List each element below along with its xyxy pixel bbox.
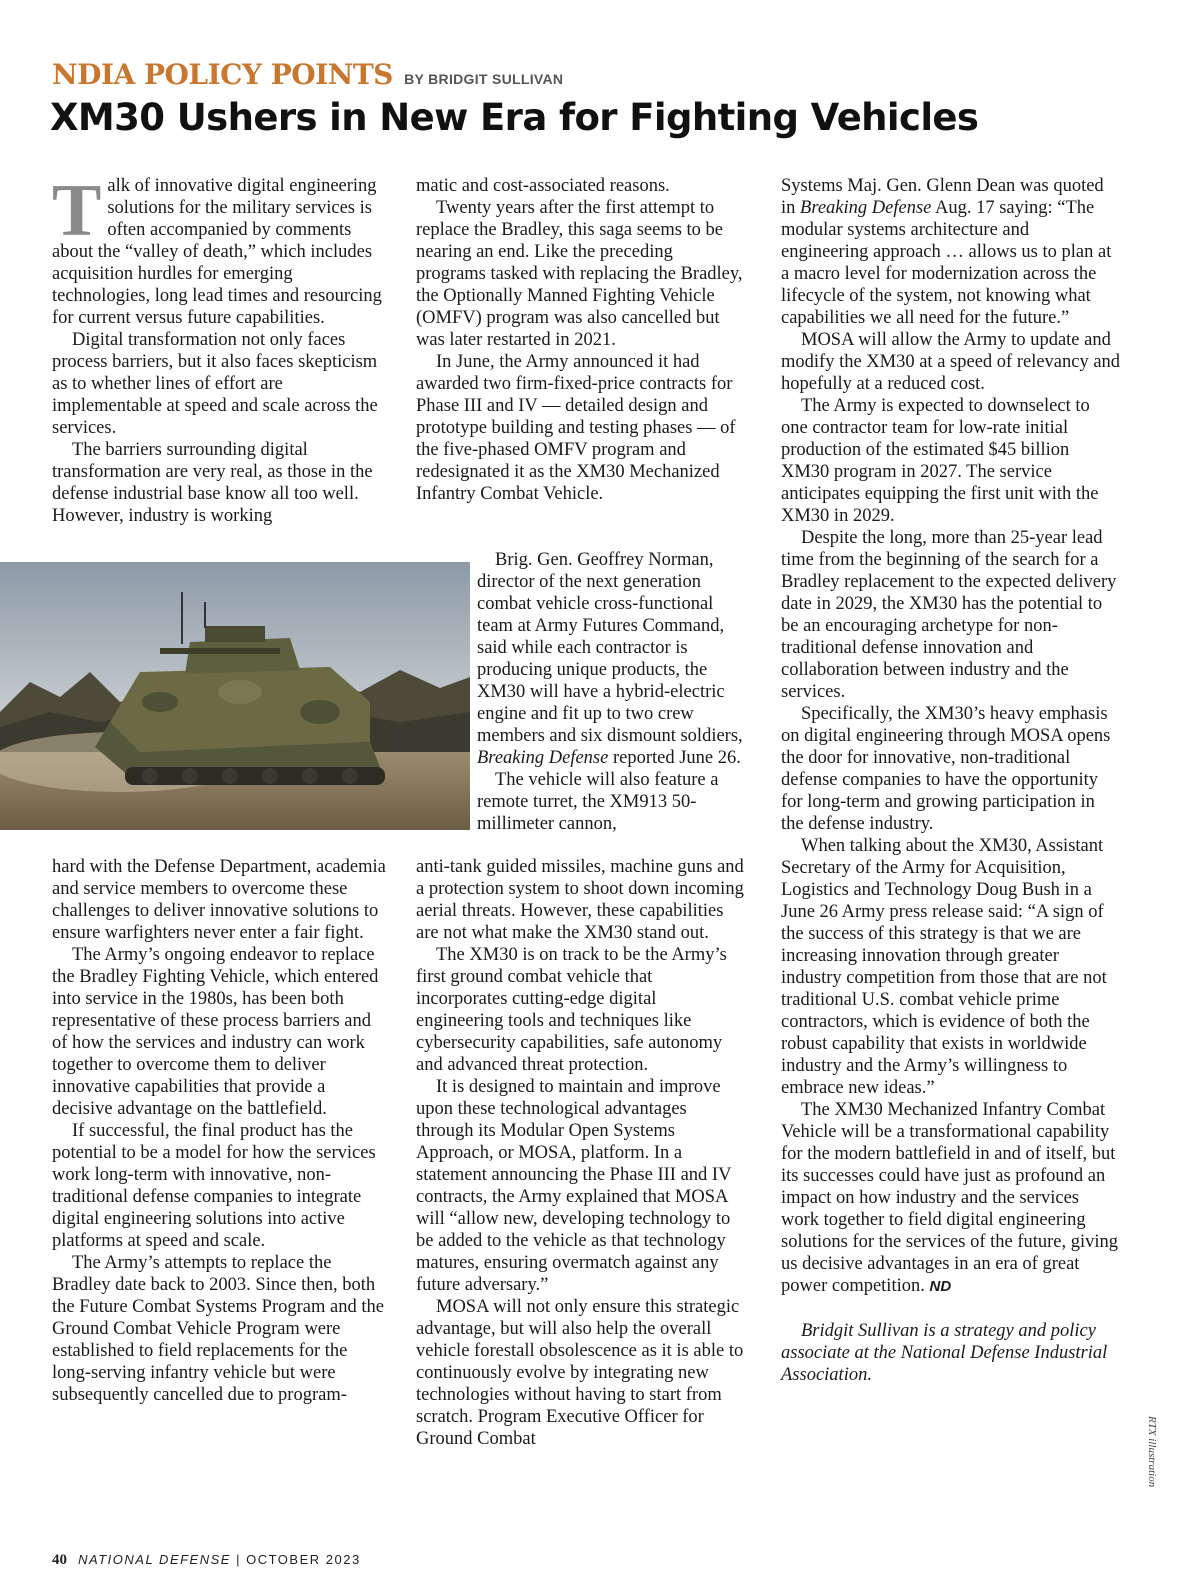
vehicle-photo (0, 562, 470, 830)
paragraph: Twenty years after the first attempt to replace the Bradley, this saga seems to be nearing an end. Like the preceding programs tasked with replacing the Bradley, the Optionally Manned Fighting Vehicle (OMFV) program was also cancelled but was later restarted in 2021. (416, 198, 743, 350)
vehicle-tracks (125, 767, 385, 785)
paragraph: It is designed to maintain and improve upon these technological advantages through its Modular Open Systems Approach, or MOSA, platform. In a statement announcing the Phase III and IV contracts, the Army explained that MOSA will “allow new, developing technology to be added to the vehicle as that technology matures, ensuring overmatch against any future adversary.” (416, 1077, 732, 1295)
paragraph: matic and cost-associated reasons. (416, 176, 670, 196)
column-1-top (52, 170, 388, 527)
drop-cap: T (52, 170, 102, 252)
footer-separator: | (236, 1552, 241, 1567)
paragraph: The XM30 is on track to be the Army’s first ground combat vehicle that incorporates cutting-edge digital engineering tools and techniques like cybersecurity capabilities, safe autonomy and advanced threat protection. (416, 945, 727, 1075)
paragraph: The Army’s attempts to replace the Bradley date back to 2003. Since then, both the Future Combat Systems Program and the Ground Combat Vehicle Program were established to field replacements for the long-serving infantry vehicle but were subsequently cancelled due to program- (52, 1253, 384, 1405)
paragraph: Brig. Gen. Geoffrey Norman, director of the next generation combat vehicle cross-functional team at Army Futures Command, said while each contractor is producing unique products, the XM30 will have a hybrid-electric engine and fit up to two crew members and six dismount soldiers, (477, 550, 743, 746)
magazine-name: NATIONAL DEFENSE (78, 1552, 231, 1567)
paragraph: Systems Maj. Gen. Glenn Dean was quoted in (781, 176, 1104, 218)
paragraph: The vehicle will also feature a remote turret, the XM913 50-millimeter cannon, (477, 770, 719, 834)
paragraph: In June, the Army announced it had awarded two firm-fixed-price contracts for Phase III and IV — detailed design and prototype building and testing phases — of the five-phased OMFV program and redesignated it as the XM30 Mechanized Infantry Combat Vehicle. (416, 352, 736, 504)
paragraph: hard with the Defense Department, academia and service members to overcome these challenges to deliver innovative solutions to ensure warfighters never enter a fair fight. (52, 857, 386, 943)
paragraph: If successful, the final product has the potential to be a model for how the services work long-term with innovative, non-traditional defense companies to integrate digital engineering solutions into active platforms at speed and scale. (52, 1121, 376, 1251)
issue-date: OCTOBER 2023 (246, 1552, 361, 1567)
column-1-bottom (52, 856, 388, 1406)
paragraph: Digital transformation not only faces process barriers, but it also faces skepticism as to whether lines of effort are implementable at speed and scale across the services. (52, 330, 378, 438)
page-footer (52, 1552, 361, 1569)
paragraph: alk of innovative digital engineering solutions for the military services is often accompanied by comments about the “valley of death,” which includes acquisition hurdles for emerging technologies, long lead times and resourcing for current versus future capabilities. (52, 176, 382, 328)
paragraph: MOSA will not only ensure this strategic advantage, but will also help the overall vehicle forestall obsolescence as it is able to continuously evolve by integrating new technologies without having to start from scratch. Program Executive Officer for Ground Combat (416, 1297, 744, 1449)
photo-credit: RTX illustration (1146, 1416, 1158, 1488)
page-number: 40 (52, 1552, 67, 1568)
xm30-vehicle-illustration (0, 562, 470, 830)
paragraph: The Army is expected to downselect to one contractor team for low-rate initial production of the estimated $45 billion XM30 program in 2027. The service anticipates equipping the first unit with the XM30 in 2029. (781, 396, 1099, 526)
paragraph: Despite the long, more than 25-year lead time from the beginning of the search for a Bradley replacement to the expected delivery date in 2029, the XM30 has the potential to be an encouraging archetype for non-traditional defense innovation and collaboration between industry and the services. (781, 528, 1117, 702)
paragraph: The barriers surrounding digital transformation are very real, as those in the defense industrial base know all too well. However, industry is working (52, 440, 373, 526)
kicker-label: NDIA POLICY POINTS (52, 58, 393, 91)
paragraph: When talking about the XM30, Assistant Secretary of the Army for Acquisition, Logistics and Technology Doug Bush in a June 26 Army press release said: “A sign of the success of this strategy is that we are increasing innovation through greater industry competition from those that are not traditional U.S. combat vehicle prime contractors, which is evidence of both the robust capability that exists in worldwide industry and the Army’s willingness to embrace new ideas.” (781, 836, 1107, 1098)
column-3: Systems Maj. Gen. Glenn Dean was quoted in Breaking Defense Aug. 17 saying: “The modular systems architecture and engineering approach … allows us to plan at a macro level for modernization across the lifecycle of the system, not knowing what capabilities we all need for the future.” MOSA will allow the Army to update and modify the XM30 at a speed of relevancy and hopefully at a reduced cost. The Army is expected to downselect to one contractor team for low-rate initial production of the estimated $45 billion XM30 program in 2027. The service anticipates equipping the first unit with the XM30 in 2029. Despite the long, more than 25-year lead time from the beginning of the search for a Bradley replacement to the expected delivery date in 2029, the XM30 has the potential to be an encouraging archetype for non-traditional defense innovation and collaboration between industry and the services. Specifically, the XM30’s heavy emphasis on digital engineering through MOSA opens the door for innovative, non-traditional defense companies to have the opportunity for long-term and growing participation in the defense industry. When talking about the XM30, Assistant Secretary of the Army for Acquisition, Logistics and Technology Doug Bush in a June 26 Army press release said: “A sign of the success of this strategy is that we are increasing innovation through greater industry competition from those that are not traditional U.S. combat vehicle prime contractors, which is evidence of both the robust capability that exists in worldwide industry and the Army’s willingness to embrace new ideas.” The XM30 Mechanized Infantry Combat Vehicle will be a transformational capability for the modern battlefield in and of itself, but its successes could have just as profound an impact on how industry and the services work together to field digital engineering solutions for the services of the future, giving us decisive advantages in an era of great power competition. ND Bridgit Sullivan is a strategy and policy associate at the National Defense Industrial Association. (781, 176, 1121, 1385)
byline: BY BRIDGIT SULLIVAN (404, 71, 564, 87)
paragraph: The Army’s ongoing endeavor to replace the Bradley Fighting Vehicle, which entered into service in the 1980s, has been both representative of these process barriers and of how the services and industry can work together to overcome them to deliver innovative capabilities that provide a decisive advantage on the battlefield. (52, 945, 379, 1119)
column-2-bottom (416, 856, 746, 1450)
end-mark: ND (929, 1278, 952, 1295)
paragraph: The XM30 Mechanized Infantry Combat Vehicle will be a transformational capability for the modern battlefield in and of itself, but its successes could have just as profound an impact on how industry and the services work together to field digital engineering solutions for the services of the future, giving us decisive advantages in an era of great power competition. (781, 1100, 1119, 1296)
paragraph: Specifically, the XM30’s heavy emphasis on digital engineering through MOSA opens the door for innovative, non-traditional defense companies to have the opportunity for long-term and growing participation in the defense industry. (781, 704, 1111, 834)
section-kicker (52, 58, 563, 91)
publication-name: Breaking Defense (477, 748, 609, 768)
publication-name: Breaking Defense (800, 198, 932, 218)
author-bio: Bridgit Sullivan is a strategy and policy associate at the National Defense Industrial Association. (781, 1321, 1108, 1385)
paragraph: MOSA will allow the Army to update and modify the XM30 at a speed of relevancy and hopefully at a reduced cost. (781, 330, 1121, 394)
paragraph: anti-tank guided missiles, machine guns and a protection system to shoot down incoming aerial threats. However, these capabilities are not what make the XM30 stand out. (416, 857, 744, 943)
column-2-top (416, 175, 746, 505)
column-2-inset: Brig. Gen. Geoffrey Norman, director of the next generation combat vehicle cross-functional team at Army Futures Command, said while each contractor is producing unique products, the XM30 will have a hybrid-electric engine and fit up to two crew members and six dismount soldiers, Breaking Defense reported June 26. The vehicle will also feature a remote turret, the XM913 50-millimeter cannon, (477, 549, 747, 835)
article-title: XM30 Ushers in New Era for Fighting Vehicles (50, 96, 979, 139)
